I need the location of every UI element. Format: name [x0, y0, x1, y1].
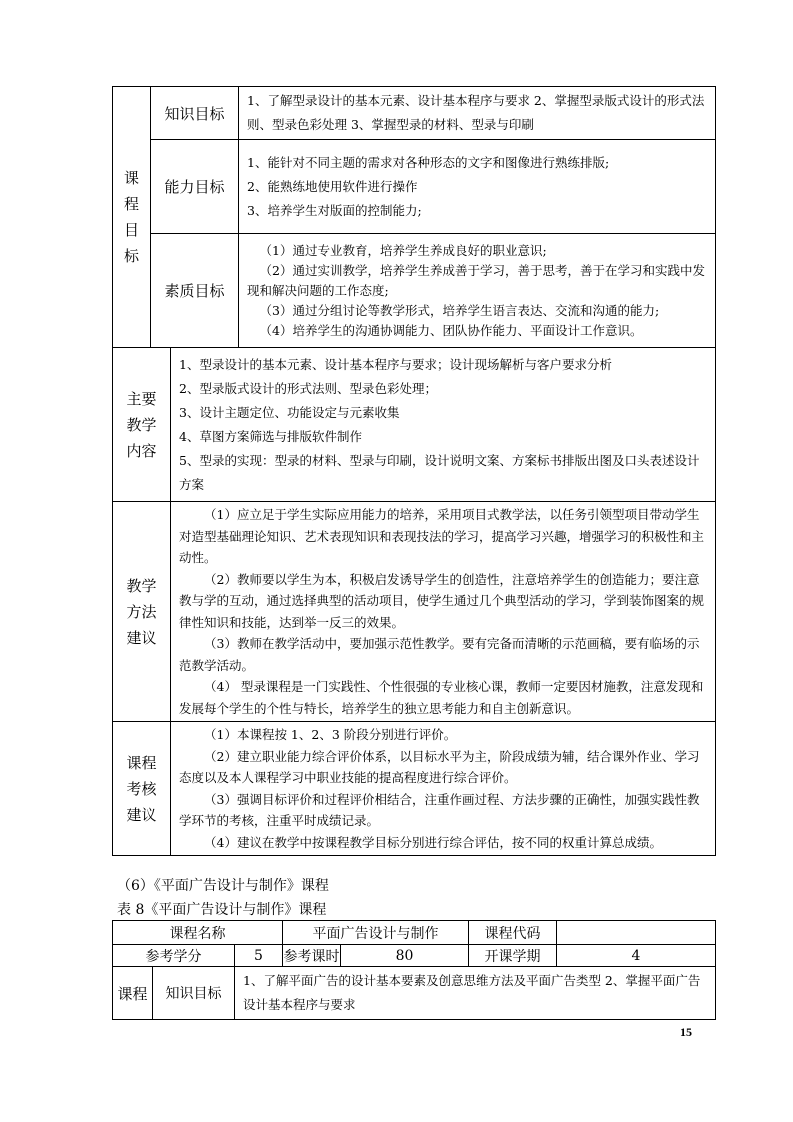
- main-content-text: [171, 348, 716, 502]
- content-line: 3、设计主题定位、功能设定与元素收集: [179, 404, 400, 420]
- ability-goal-text: [239, 140, 716, 234]
- assessment-text: [171, 722, 716, 856]
- course-code-value: [557, 921, 716, 945]
- course-goals-label: 课程目标: [113, 87, 151, 348]
- ability-line: 1、能针对不同主题的需求对各种形态的文字和图像进行熟练排版;: [247, 154, 610, 170]
- semester-value: 4: [557, 945, 716, 967]
- page-number: 15: [680, 1025, 692, 1039]
- course-name-label: 课程名称: [113, 921, 283, 945]
- hours-label: 参考课时: [283, 945, 341, 967]
- course-table-catalog: [112, 86, 716, 856]
- hours-value: 80: [341, 945, 469, 967]
- content-line: 2、型录版式设计的形式法则、型录色彩处理；: [179, 380, 437, 396]
- table-caption: 表 8《平面广告设计与制作》课程: [117, 902, 327, 918]
- ability-goal-label: 能力目标: [151, 140, 239, 234]
- ability-line: 3、培养学生对版面的控制能力;: [247, 202, 422, 218]
- goals-label: 课程: [113, 967, 153, 1020]
- credits-label: 参考学分: [113, 945, 235, 967]
- credits-value: 5: [235, 945, 283, 967]
- knowledge-goal-label-2: 知识目标: [153, 967, 235, 1020]
- knowledge-goal-text: 1、了解型录设计的基本元素、设计基本程序与要求 2、掌握型录版式设计的形式法则、型录色彩处理 3、掌握型录的材料、型录与印刷: [239, 87, 716, 140]
- quality-goal-text: [239, 234, 716, 348]
- course-table-print-ad: [112, 920, 716, 1020]
- assessment-label: 课程 考核 建议: [113, 722, 171, 856]
- quality-goal-label: 素质目标: [151, 234, 239, 348]
- assessment-para: （4）建议在教学中按课程教学目标分别进行综合评估，按不同的权重计算总成绩。: [204, 834, 662, 850]
- assessment-para: （3）强调目标评价和过程评价相结合，注重作画过程、方法步骤的正确性，加强实践性教学环节的考核，注重平时成绩记录。: [179, 791, 700, 828]
- method-para: （2）教师要以学生为本，积极启发诱导学生的创造性，注意培养学生的创造能力；要注意教与学的互动，通过选择典型的活动项目，使学生通过几个典型活动的学习，学到装饰图案的规律性知识和技能，达到举一反三的效果。: [179, 571, 705, 630]
- knowledge-goal-text-2: 1、了解平面广告的设计基本要素及创意思维方法及平面广告类型 2、掌握平面广告设计基本程序与要求: [235, 967, 716, 1020]
- method-para: （4） 型录课程是一门实践性、个性很强的专业核心课，教师一定要因材施教，注意发现和发展每个学生的个性与特长，培养学生的独立思考能力和自主创新意识。: [179, 679, 704, 716]
- course-code-label: 课程代码: [469, 921, 557, 945]
- main-content-label: 主要 教学 内容: [113, 348, 171, 502]
- quality-line: （4）培养学生的沟通协调能力、团队协作能力、平面设计工作意识。: [259, 322, 643, 338]
- section-heading: （6）《平面广告设计与制作》课程: [117, 878, 329, 894]
- quality-line: （2）通过实训教学，培养学生养成善于学习，善于思考，善于在学习和实践中发现和解决问题的工作态度;: [247, 262, 705, 298]
- semester-label: 开课学期: [469, 945, 557, 967]
- ability-line: 2、能熟练地使用软件进行操作: [247, 178, 418, 194]
- content-line: 5、型录的实现：型录的材料、型录与印刷，设计说明文案、方案标书排版出图及口头表述设计方案: [179, 452, 700, 492]
- method-para: （1）应立足于学生实际应用能力的培养，采用项目式教学法，以任务引领型项目带动学生对造型基础理论知识、艺术表现知识和表现技法的学习，提高学习兴趣，增强学习的积极性和主动性。: [179, 507, 705, 565]
- assessment-para: （2）建立职业能力综合评价体系，以目标水平为主，阶段成绩为辅，结合课外作业、学习态度以及本人课程学习中职业技能的提高程度进行综合评价。: [179, 748, 700, 785]
- teaching-methods-text: [171, 502, 716, 722]
- quality-line: （1）通过专业教育，培养学生养成良好的职业意识;: [259, 242, 547, 258]
- quality-line: （3）通过分组讨论等教学形式，培养学生语言表达、交流和沟通的能力;: [259, 302, 660, 318]
- assessment-para: （1）本课程按 1、2、3 阶段分别进行评价。: [204, 727, 457, 742]
- method-para: （3）教师在教学活动中，要加强示范性教学。要有完备而清晰的示范画稿，要有临场的示范教学活动。: [179, 636, 700, 673]
- content-line: 4、草图方案筛选与排版软件制作: [179, 428, 362, 444]
- teaching-methods-label: 教学 方法 建议: [113, 502, 171, 722]
- content-line: 1、型录设计的基本元素、设计基本程序与要求；设计现场解析与客户要求分析: [179, 356, 612, 372]
- knowledge-goal-label: 知识目标: [151, 87, 239, 140]
- course-name-value: 平面广告设计与制作: [283, 921, 469, 945]
